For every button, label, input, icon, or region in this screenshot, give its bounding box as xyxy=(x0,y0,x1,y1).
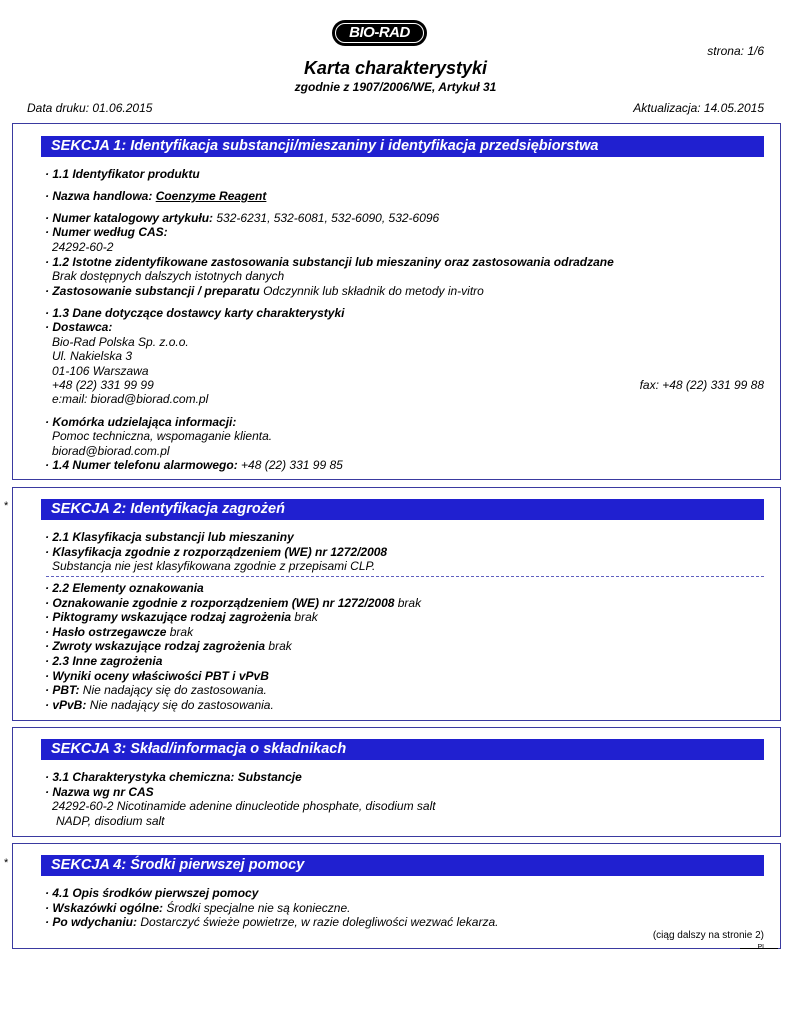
s1-line: 01-106 Warszawa xyxy=(52,364,149,378)
s2-line: · 2.3 Inne zagrożenia xyxy=(45,654,163,668)
label: · 1.4 Numer telefonu alarmowego: xyxy=(45,458,242,472)
s1-line: Pomoc techniczna, wspomaganie klienta. xyxy=(52,429,273,443)
s4-line xyxy=(45,901,350,915)
change-marker: * xyxy=(4,857,9,869)
s2-line xyxy=(45,625,193,639)
label: · Zastosowanie substancji / preparatu xyxy=(45,284,264,298)
label: · Numer katalogowy artykułu: xyxy=(45,211,217,225)
s1-line: Bio-Rad Polska Sp. z.o.o. xyxy=(52,335,189,349)
label: · Wskazówki ogólne: xyxy=(45,901,167,915)
s2-line: · 2.1 Klasyfikacja substancji lub mieszaniny xyxy=(45,530,294,544)
value: +48 (22) 331 99 85 xyxy=(241,458,343,472)
divider xyxy=(46,576,764,577)
s1-line: · Dostawca: xyxy=(45,320,113,334)
logo-text: BIO-RAD xyxy=(335,23,424,43)
label: · vPvB: xyxy=(45,698,90,712)
s1-line: · Komórka udzielająca informacji: xyxy=(45,415,237,429)
s2-line: · 2.2 Elementy oznakowania xyxy=(45,581,204,595)
s1-line: Ul. Nakielska 3 xyxy=(52,349,133,363)
s4-line: · 4.1 Opis środków pierwszej pomocy xyxy=(45,886,259,900)
s2-line xyxy=(45,683,267,697)
continued-note: (ciąg dalszy na stronie 2) xyxy=(652,930,764,941)
value: Środki specjalne nie są konieczne. xyxy=(166,901,351,915)
value: brak xyxy=(397,596,422,610)
s2-line: Substancja nie jest klasyfikowana zgodnie z przepisami CLP. xyxy=(52,559,376,573)
section-2-header: SEKCJA 2: Identyfikacja zagrożeń xyxy=(41,499,764,520)
s1-line: 24292-60-2 xyxy=(52,240,114,254)
section-1-header: SEKCJA 1: Identyfikacja substancji/mieszaniny i identyfikacja przedsiębiorstwa xyxy=(41,136,764,157)
s1-line: · 1.3 Dane dotyczące dostawcy karty charakterystyki xyxy=(45,306,345,320)
bio-rad-logo xyxy=(332,20,427,46)
product-name: Coenzyme Reagent xyxy=(155,189,267,203)
label: · Po wdychaniu: xyxy=(45,915,141,929)
s1-line: +48 (22) 331 99 99 xyxy=(52,378,154,392)
page-number: strona: 1/6 xyxy=(707,44,764,58)
value: Nie nadający się do zastosowania. xyxy=(89,698,274,712)
s1-line: · Numer według CAS: xyxy=(45,225,168,239)
section-4-header: SEKCJA 4: Środki pierwszej pomocy xyxy=(41,855,764,876)
update-date: Aktualizacja: 14.05.2015 xyxy=(633,101,764,115)
s4-line xyxy=(45,915,498,929)
language-code: PL xyxy=(757,944,766,951)
fax: fax: +48 (22) 331 99 88 xyxy=(639,378,764,392)
s2-line: · Klasyfikacja zgodnie z rozporządzeniem (WE) nr 1272/2008 xyxy=(45,545,388,559)
label: · Piktogramy wskazujące rodzaj zagrożenia xyxy=(45,610,295,624)
s2-line xyxy=(45,639,292,653)
value: 532-6231, 532-6081, 532-6090, 532-6096 xyxy=(216,211,440,225)
section-3-header: SEKCJA 3: Skład/informacja o składnikach xyxy=(41,739,764,760)
email[interactable]: e:mail: biorad@biorad.com.pl xyxy=(52,392,209,406)
value: Odczynnik lub składnik do metody in-vitro xyxy=(263,284,484,298)
value: brak xyxy=(294,610,318,624)
change-marker: * xyxy=(4,500,9,512)
label: · PBT: xyxy=(45,683,83,697)
s3-line: NADP, disodium salt xyxy=(56,814,165,828)
trade-name xyxy=(45,189,266,203)
value: Dostarczyć świeże powietrze, w razie dolegliwości wezwać lekarza. xyxy=(140,915,499,929)
value: brak xyxy=(169,625,194,639)
usage xyxy=(45,284,484,298)
s2-line xyxy=(45,596,421,610)
s3-line: · 3.1 Charakterystyka chemiczna: Substancje xyxy=(45,770,302,784)
s3-line: 24292-60-2 Nicotinamide adenine dinucleotide phosphate, disodium salt xyxy=(52,799,436,813)
label: · Hasło ostrzegawcze xyxy=(45,625,170,639)
s2-line xyxy=(45,610,318,624)
document-subtitle: zgodnie z 1907/2006/WE, Artykuł 31 xyxy=(294,80,497,94)
s2-line xyxy=(45,698,274,712)
label: · Oznakowanie zgodnie z rozporządzeniem (WE) nr 1272/2008 xyxy=(45,596,398,610)
s1-line: · 1.1 Identyfikator produktu xyxy=(45,167,200,181)
label: · Zwroty wskazujące rodzaj zagrożenia xyxy=(45,639,269,653)
value: brak xyxy=(268,639,292,653)
s2-line: · Wyniki oceny właściwości PBT i vPvB xyxy=(45,669,269,683)
print-date: Data druku: 01.06.2015 xyxy=(27,101,153,115)
label: · Nazwa handlowa: xyxy=(45,189,156,203)
s3-line: · Nazwa wg nr CAS xyxy=(45,785,154,799)
email[interactable]: biorad@biorad.com.pl xyxy=(52,444,170,458)
emergency-phone xyxy=(45,458,343,472)
s1-line: · 1.2 Istotne zidentyfikowane zastosowania substancji lub mieszaniny oraz zastosowania odradzane xyxy=(45,255,614,269)
document-title: Karta charakterystyki xyxy=(303,58,488,78)
catalog-number xyxy=(45,211,439,225)
value: Nie nadający się do zastosowania. xyxy=(82,683,267,697)
s1-line: Brak dostępnych dalszych istotnych danych xyxy=(52,269,285,283)
